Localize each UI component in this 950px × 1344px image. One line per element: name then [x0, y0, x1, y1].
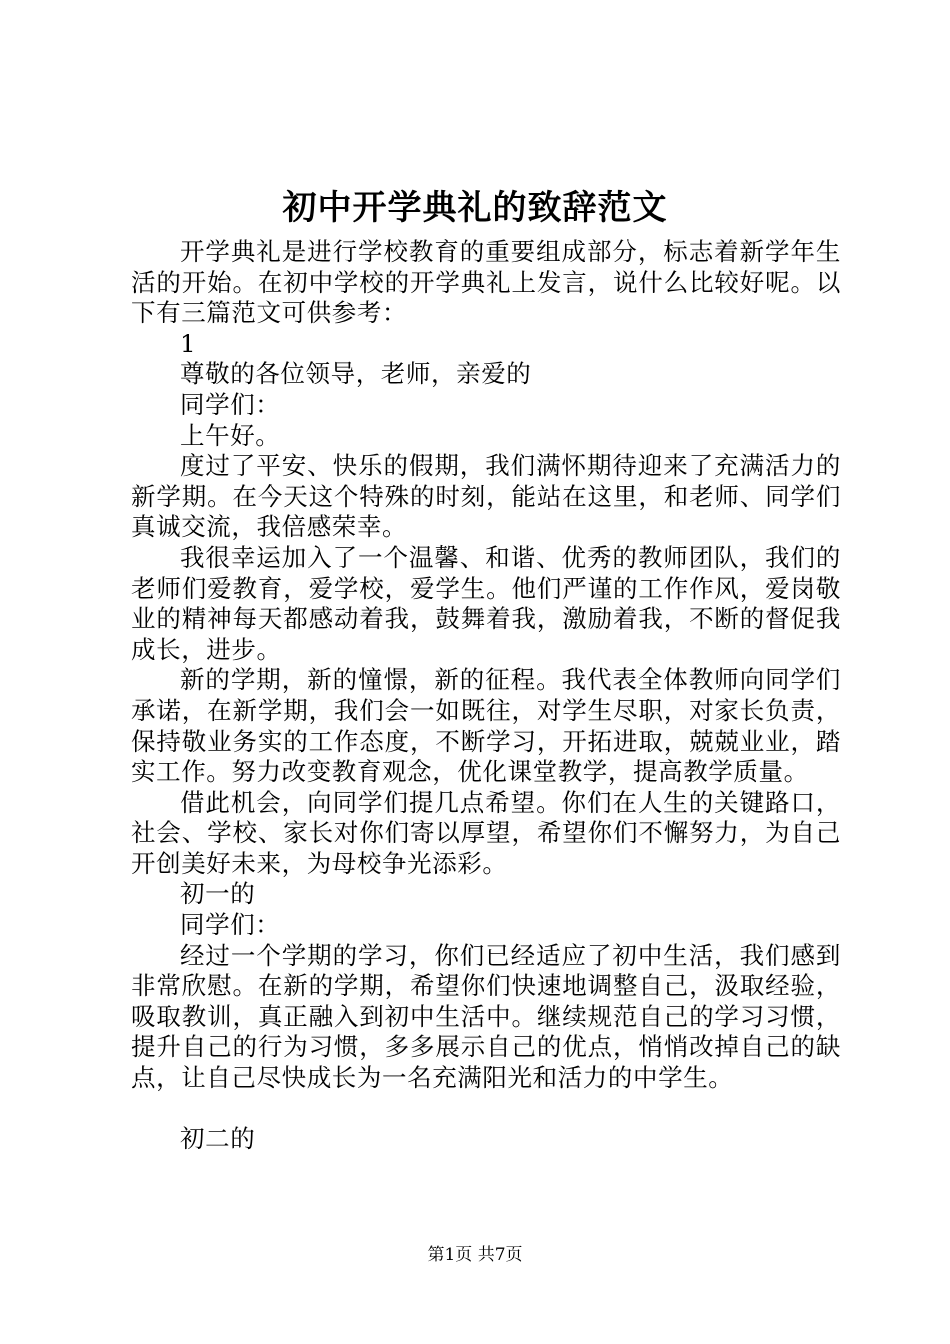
salutation-line: 尊敬的各位领导，老师，亲爱的	[180, 359, 532, 389]
salutation-line: 同学们：	[180, 389, 281, 419]
salutation-line: 初一的	[180, 879, 256, 909]
body-paragraph: 经过一个学期的学习，你们已经适应了初中生活，我们感到非常欣慰。在新的学期，希望你们快速地调整自己，汲取经验，吸取教训，真正融入到初中生活中。继续规范自己的学习习惯，提升自己的行为习惯，多多展示自己的优点，悄悄改掉自己的缺点，让自己尽快成长为一名充满阳光和活力的中学生。	[131, 940, 841, 1093]
body-paragraph: 新的学期，新的憧憬，新的征程。我代表全体教师向同学们承诺，在新学期，我们会一如既往，对学生尽职，对家长负责，保持敬业务实的工作态度，不断学习，开拓进取，兢兢业业，踏实工作。努力改变教育观念，优化课堂教学，提高教学质量。	[131, 665, 841, 787]
body-paragraph: 度过了平安、快乐的假期，我们满怀期待迎来了充满活力的新学期。在今天这个特殊的时刻，能站在这里，和老师、同学们真诚交流，我倍感荣幸。	[131, 451, 841, 542]
page-footer: 第1页 共7页	[427, 1245, 523, 1265]
body-paragraph: 借此机会，向同学们提几点希望。你们在人生的关键路口，社会、学校、家长对你们寄以厚望，希望你们不懈努力，为自己开创美好未来，为母校争光添彩。	[131, 787, 841, 878]
section-number: 1	[180, 328, 197, 358]
document-title: 初中开学典礼的致辞范文	[282, 188, 668, 228]
salutation-line: 初二的	[180, 1123, 256, 1153]
intro-paragraph: 开学典礼是进行学校教育的重要组成部分，标志着新学年生活的开始。在初中学校的开学典礼上发言，说什么比较好呢。以下有三篇范文可供参考：	[131, 237, 841, 328]
greeting-line: 上午好。	[180, 420, 281, 450]
body-paragraph: 我很幸运加入了一个温馨、和谐、优秀的教师团队，我们的老师们爱教育，爱学校，爱学生。他们严谨的工作作风，爱岗敬业的精神每天都感动着我，鼓舞着我，激励着我，不断的督促我成长，进步。	[131, 542, 841, 664]
salutation-line: 同学们：	[180, 910, 281, 940]
document-body	[131, 237, 841, 1154]
